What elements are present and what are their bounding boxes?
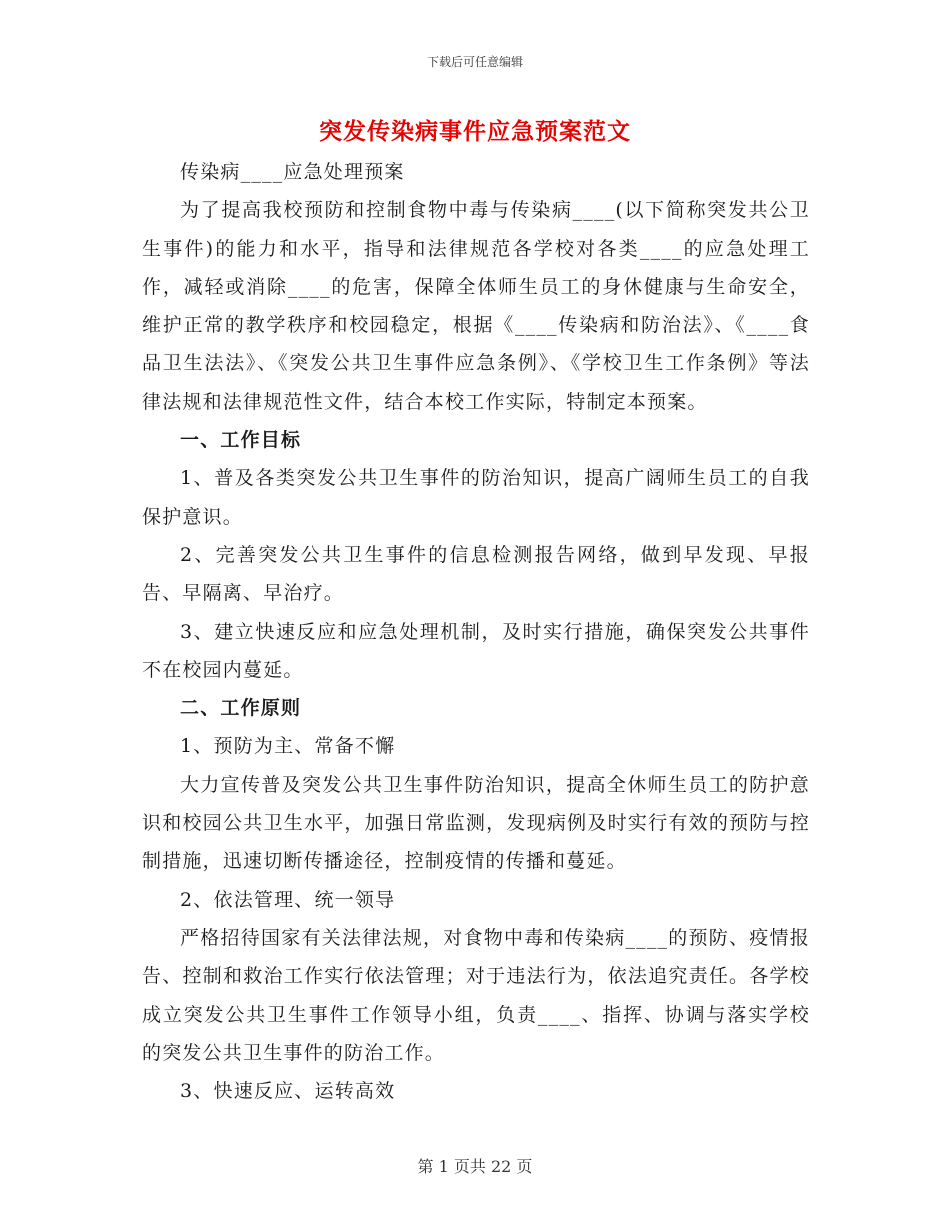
section-heading-work-principles: 二、工作原则 [180, 697, 302, 720]
paragraph-goal-1: 1、普及各类突发公共卫生事件的防治知识，提高广阔师生员工的自我保护意识。 [142, 467, 810, 528]
paragraph-principle-3-title: 3、快速反应、运转高效 [180, 1080, 396, 1103]
paragraph-goal-2: 2、完善突发公共卫生事件的信息检测报告网络，做到早发现、早报告、早隔离、早治疗。 [142, 543, 810, 605]
paragraph-goal-3: 3、建立快速反应和应急处理机制，及时实行措施，确保突发公共事件不在校园内蔓延。 [142, 620, 810, 681]
header-note: 下载后可任意编辑 [426, 55, 523, 69]
paragraph-subtitle: 传染病____应急处理预案 [180, 161, 405, 183]
paragraph-intro: 为了提高我校预防和控制食物中毒与传染病____(以下简称突发共公卫生事件)的能力和水平，指导和法律规范各学校对各类____的应急处理工作，减轻或消除____的危害，保障全体师生员工的身休健康与生命安全，维护正常的教学秩序和校园稳定，根据《____传染病和防治法》、《____食品卫生法法》、《突发公共卫生事件应急条例》、《学校卫生工作条例》等法律法规和法律规范性文件，结合本校工作实际，特制定本预案。 [142, 199, 810, 413]
paragraph-principle-2-body: 严格招待国家有关法律法规，对食物中毒和传染病____的预防、疫情报告、控制和救治工作实行依法管理；对于违法行为，依法追究责任。各学校成立突发公共卫生事件工作领导小组，负责____、指挥、协调与落实学校的突发公共卫生事件的防治工作。 [142, 926, 810, 1064]
paragraph-principle-1-title: 1、预防为主、常备不懈 [180, 735, 396, 758]
page-number: 第 1 页共 22 页 [417, 1157, 533, 1176]
paragraph-principle-2-title: 2、依法管理、统一领导 [180, 888, 396, 911]
section-heading-work-goals: 一、工作目标 [180, 429, 302, 452]
document-title: 突发传染病事件应急预案范文 [319, 118, 631, 145]
document-body [142, 153, 810, 1110]
paragraph-principle-1-body: 大力宣传普及突发公共卫生事件防治知识，提高全休师生员工的防护意识和校园公共卫生水平，加强日常监测，发现病例及时实行有效的预防与控制措施，迅速切断传播途径，控制疫情的传播和蔓延。 [142, 773, 810, 873]
